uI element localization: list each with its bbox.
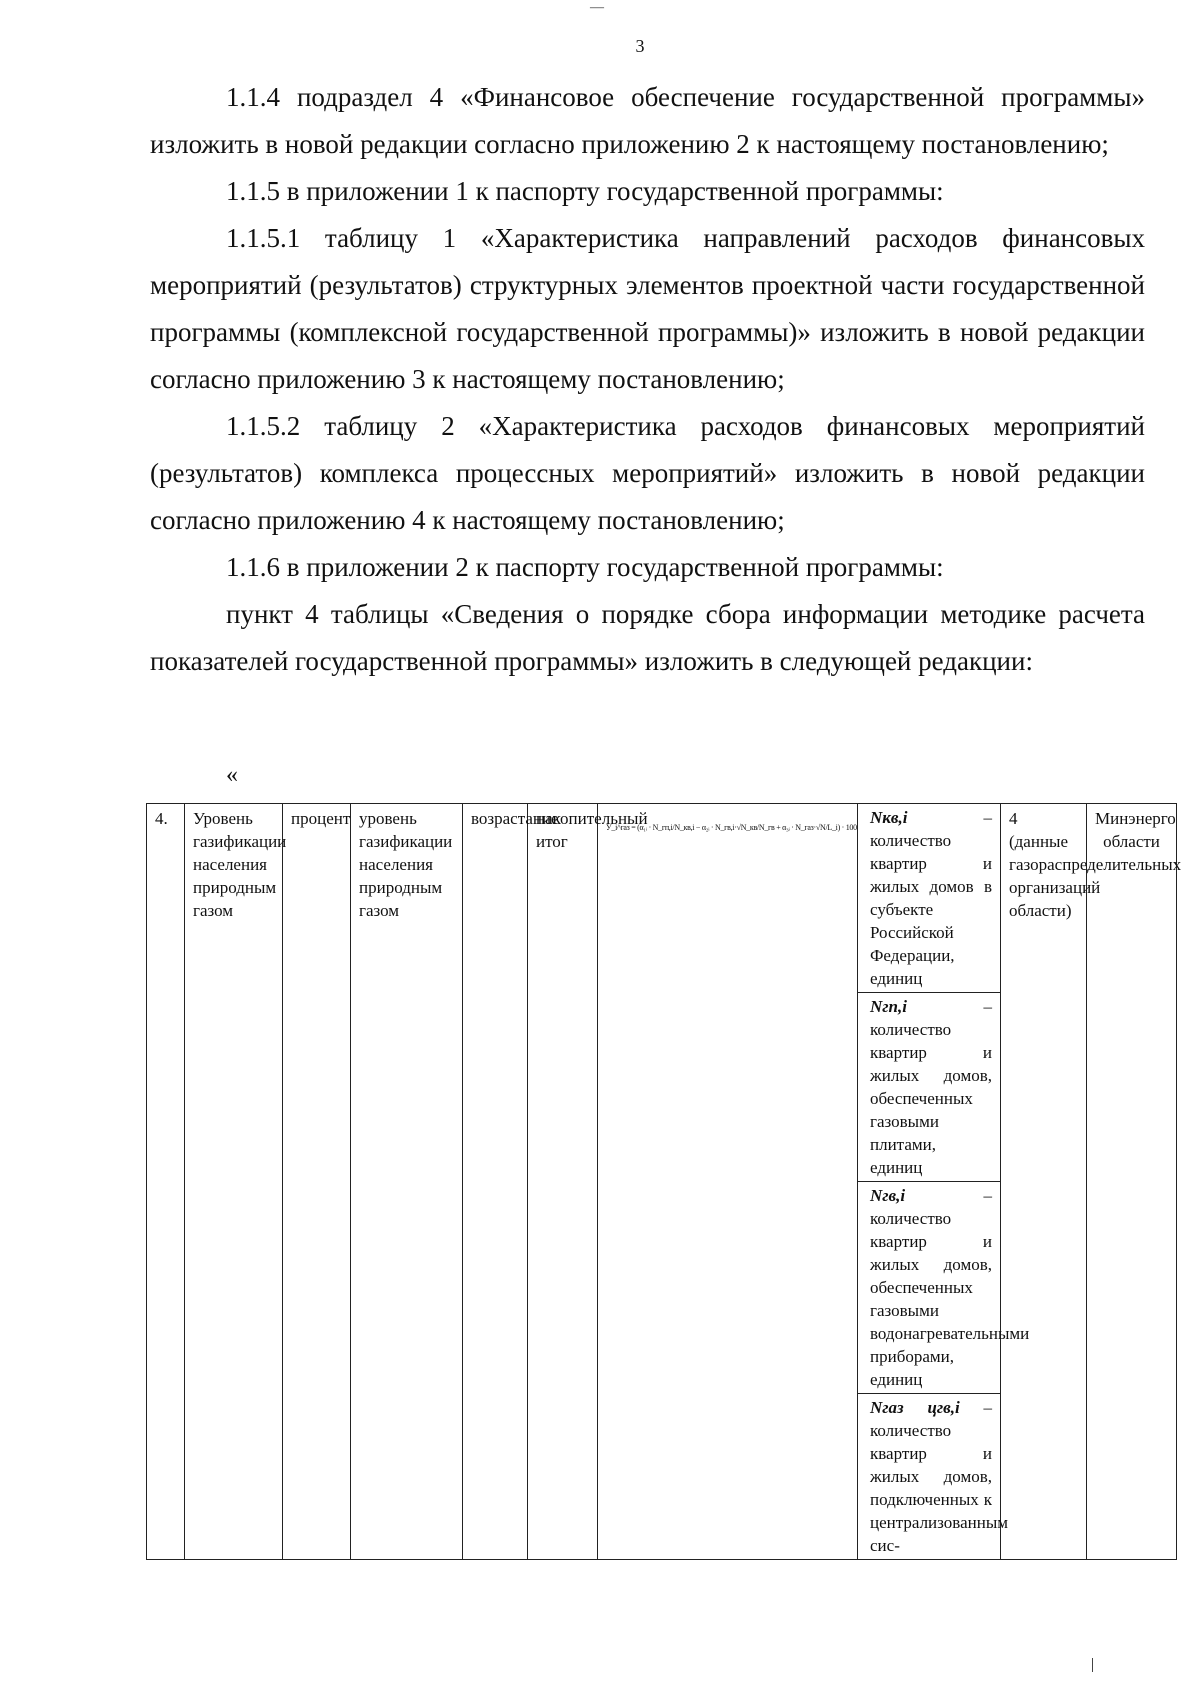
dynamics: возрастание [463,804,528,1560]
variable-symbol: Nкв,i [870,808,908,827]
row-number: 4. [147,804,185,1560]
unit: процент [283,804,351,1560]
paragraph: 1.1.6 в приложении 2 к паспорту государственной программы: [226,552,944,582]
formula: У_i^газ = (α₁ᵢ · N_гп,i/N_кв,i − α₂ᵢ · N_гв,i·√N_кв/N_гв + α₃ᵢ · N_газ·√N/L_i) · 100 [598,804,858,1560]
indicator-table [146,803,1182,1560]
page-edge-mark [1092,1658,1093,1672]
calc-method: накопительный итог [528,804,598,1560]
variable-definition [858,993,1000,1182]
opening-quote: « [226,762,238,788]
variable-definition [858,1182,1030,1394]
variable-text: – количество квартир и жилых домов, подключенных к централизованным сис- [870,1398,1008,1555]
paragraph: 1.1.5 в приложении 1 к паспорту государственной программы: [226,176,944,206]
variable-definition [858,804,1000,993]
paragraph: 1.1.5.1 таблицу 1 «Характеристика направлений расходов финансовых мероприятий (результатов) структурных элементов проектной части государственной программы (комплексной государственной программы)» изложить в новой редакции согласно приложению 3 к настоящему постановлению; [150,223,1145,394]
paragraph: 1.1.5.2 таблицу 2 «Характеристика расходов финансовых мероприятий (результатов) комплекса процессных мероприятий» изложить в новой редакции согласно приложению 4 к настоящему постановлению; [150,411,1145,535]
paragraph: пункт 4 таблицы «Сведения о порядке сбора информации методике расчета показателей государственной программы» изложить в следующей редакции: [150,599,1145,676]
variable-text: – количество квартир и жилых домов, обеспеченных газовыми водонагревательными приборами, единиц [870,1186,1030,1389]
data-source: 4 (данные газораспределительных организаций области) [1001,804,1087,1560]
variable-symbol: Nгв,i [870,1186,906,1205]
top-mark: — [590,0,604,15]
paragraph: 1.1.4 подраздел 4 «Финансовое обеспечение государственной программы» изложить в новой редакции согласно приложению 2 к настоящему постановлению; [150,82,1145,159]
variable-definition [858,1394,1008,1559]
variable-symbol: Nгп,i [870,997,907,1016]
body-text [150,74,1145,685]
indicator-name: Уровень газификации населения природным газом [185,804,283,1560]
page-number: 3 [635,36,645,56]
responsible-body: Минэнерго области [1087,804,1177,1560]
variable-text: – количество квартир и жилых домов в субъекте Российской Федерации, единиц [870,808,992,988]
variable-text: – количество квартир и жилых домов, обеспеченных газовыми плитами, единиц [870,997,992,1177]
variables-cell [858,804,1030,1560]
variable-symbol: Nгаз цгв,i [870,1398,960,1417]
indicator-definition: уровень газификации населения природным газом [351,804,463,1560]
table-row [147,804,1177,1560]
